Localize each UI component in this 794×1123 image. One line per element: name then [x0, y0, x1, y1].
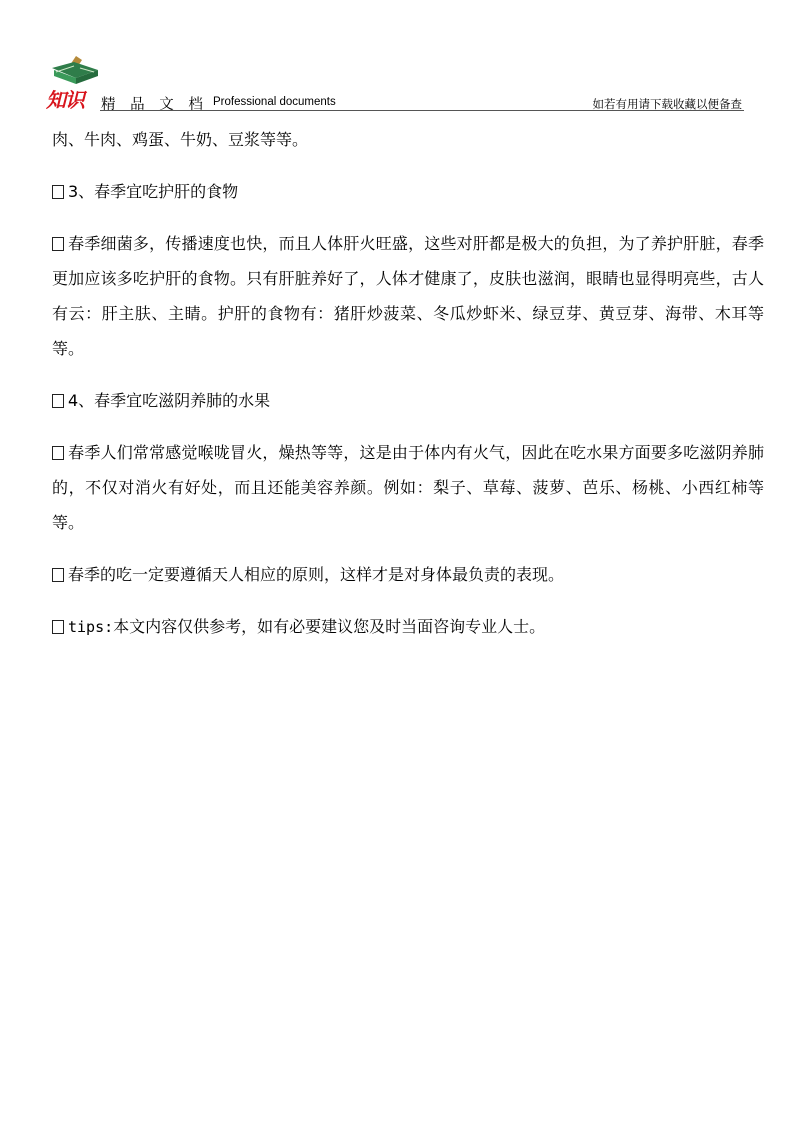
checkbox-square-icon	[52, 394, 64, 408]
paragraph-text: 3、春季宜吃护肝的食物	[68, 182, 239, 201]
document-body	[52, 122, 764, 645]
section-heading	[52, 174, 764, 209]
header-subtitle: Professional documents	[213, 96, 336, 108]
paragraph-text: 4、春季宜吃滋阴养肺的水果	[68, 391, 271, 410]
tips-label: tips:	[68, 618, 114, 636]
paragraph	[52, 226, 764, 366]
logo-text: 知识	[46, 88, 84, 112]
header-title: 精 品 文 档	[101, 97, 208, 113]
book-logo-icon	[46, 54, 102, 112]
paragraph-text: 春季的吃一定要遵循天人相应的原则，这样才是对身体最负责的表现。	[68, 565, 565, 584]
paragraph	[52, 435, 764, 540]
header-note: 如若有用请下载收藏以便备查	[592, 97, 742, 111]
paragraph-text: 春季人们常常感觉喉咙冒火，燥热等等，这是由于体内有火气，因此在吃水果方面要多吃滋阴养肺的，不仅对消火有好处，而且还能美容养颜。例如：梨子、草莓、菠萝、芭乐、杨桃、小西红柿等等。	[52, 443, 764, 532]
paragraph-text: 春季细菌多，传播速度也快，而且人体肝火旺盛，这些对肝都是极大的负担，为了养护肝脏，春季更加应该多吃护肝的食物。只有肝脏养好了，人体才健康了，皮肤也滋润，眼睛也显得明亮些，古人有云：肝主肤、主睛。护肝的食物有：猪肝炒菠菜、冬瓜炒虾米、绿豆芽、黄豆芽、海带、木耳等等。	[52, 234, 764, 358]
paragraph	[52, 557, 764, 592]
paragraph	[52, 122, 764, 157]
checkbox-square-icon	[52, 185, 64, 199]
checkbox-square-icon	[52, 620, 64, 634]
paragraph-text: 本文内容仅供参考，如有必要建议您及时当面咨询专业人士。	[113, 617, 546, 636]
checkbox-square-icon	[52, 446, 64, 460]
header-divider	[100, 110, 744, 111]
page-header	[0, 0, 794, 112]
checkbox-square-icon	[52, 568, 64, 582]
checkbox-square-icon	[52, 237, 64, 251]
paragraph-text: 肉、牛肉、鸡蛋、牛奶、豆浆等等。	[52, 130, 309, 149]
section-heading	[52, 383, 764, 418]
tips-paragraph	[52, 609, 764, 645]
